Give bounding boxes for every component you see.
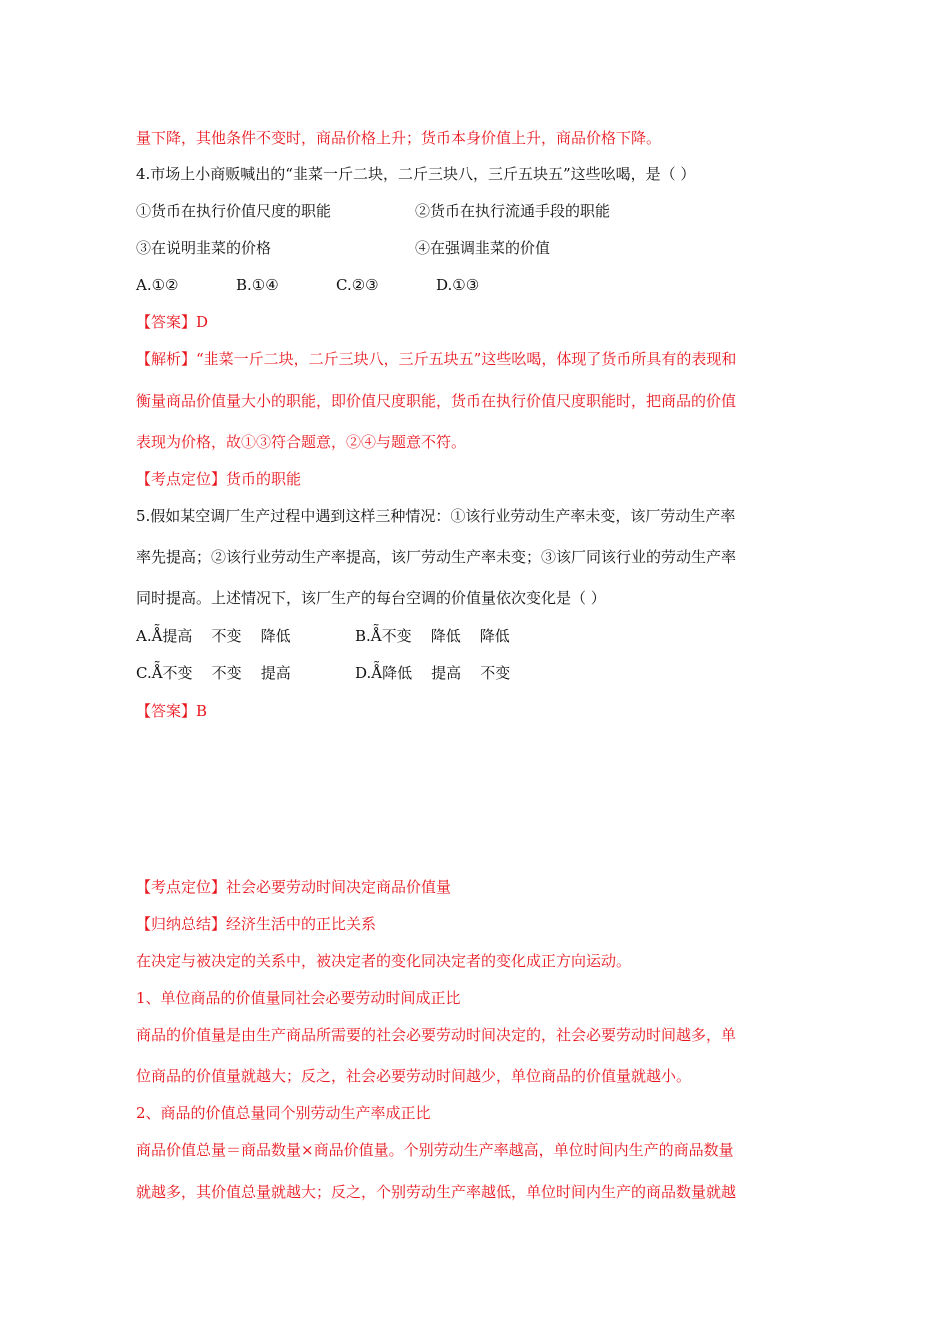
- q4-option-4: ④在强调韭菜的价值: [415, 239, 551, 257]
- q5-body-line-6: 商品价值总量＝商品数量×商品价值量。个别劳动生产率越高，单位时间内生产的商品数量: [136, 1141, 734, 1159]
- q4-option-2: ②货币在执行流通手段的职能: [415, 202, 611, 220]
- q5-choice-c: C.Å̃不变 不变 提高: [136, 664, 291, 682]
- q5-body-line-5: 2、商品的价值总量同个别劳动生产率成正比: [136, 1104, 431, 1122]
- q5-answer: [136, 701, 207, 721]
- q4-analysis-text-1: “韭菜一斤二块，二斤三块八，三斤五块五”这些吆喝，体现了货币所具有的表现和: [196, 350, 737, 368]
- q4-kaodian: [136, 469, 301, 489]
- q4-answer: [136, 312, 208, 332]
- q5-choice-d: D.Å̃降低 提高 不变: [355, 664, 511, 682]
- q4-choice-b: B.①④: [236, 276, 279, 294]
- q4-kaodian-value: 货币的职能: [226, 470, 302, 488]
- q5-stem-line-3: 同时提高。上述情况下，该厂生产的每台空调的价值量依次变化是（ ）: [136, 589, 606, 607]
- q5-choice-b: B.Å̃不变 降低 降低: [355, 627, 510, 645]
- q4-answer-label: 【答案】: [136, 313, 197, 331]
- q4-analysis-line-1: [136, 349, 736, 369]
- q5-summary-label: 【归纳总结】: [136, 915, 227, 933]
- q5-body-line-2: 1、单位商品的价值量同社会必要劳动时间成正比: [136, 989, 461, 1007]
- q5-summary: [136, 914, 376, 934]
- q5-kaodian: [136, 877, 451, 897]
- q4-option-1: ①货币在执行价值尺度的职能: [136, 202, 332, 220]
- q4-kaodian-label: 【考点定位】: [136, 470, 227, 488]
- q4-stem: 4.市场上小商贩喊出的“韭菜一斤二块，二斤三块八，三斤五块五”这些吆喝，是（ ）: [136, 165, 696, 183]
- q5-body-line-4: 位商品的价值量就越大；反之，社会必要劳动时间越少，单位商品的价值量就越小。: [136, 1067, 692, 1085]
- q5-body-line-7: 就越多，其价值总量就越大；反之，个别劳动生产率越低，单位时间内生产的商品数量就越: [136, 1183, 737, 1201]
- q5-answer-label: 【答案】: [136, 702, 197, 720]
- q4-analysis-line-2: 衡量商品价值量大小的职能，即价值尺度职能，货币在执行价值尺度职能时，把商品的价值: [136, 392, 737, 410]
- q3-analysis-tail: 量下降，其他条件不变时，商品价格上升；货币本身价值上升，商品价格下降。: [136, 129, 662, 147]
- q5-choice-a: A.Å̃提高 不变 降低: [136, 627, 291, 645]
- q4-choice-c: C.②③: [336, 276, 379, 294]
- q5-summary-value: 经济生活中的正比关系: [226, 915, 377, 933]
- q4-choice-a: A.①②: [136, 276, 179, 294]
- q5-stem-line-1: 5.假如某空调厂生产过程中遇到这样三种情况：①该行业劳动生产率未变，该厂劳动生产率: [136, 507, 736, 525]
- q4-analysis-line-3: 表现为价格，故①③符合题意，②④与题意不符。: [136, 433, 467, 451]
- q4-option-3: ③在说明韭菜的价格: [136, 239, 272, 257]
- q5-body-line-1: 在决定与被决定的关系中，被决定者的变化同决定者的变化成正方向运动。: [136, 952, 632, 970]
- q4-choice-d: D.①③: [436, 276, 480, 294]
- q5-answer-value: B: [196, 702, 208, 720]
- q4-analysis-label: 【解析】: [136, 350, 197, 368]
- q5-body-line-3: 商品的价值量是由生产商品所需要的社会必要劳动时间决定的，社会必要劳动时间越多，单: [136, 1026, 737, 1044]
- q5-kaodian-value: 社会必要劳动时间决定商品价值量: [226, 878, 452, 896]
- q5-stem-line-2: 率先提高；②该行业劳动生产率提高，该厂劳动生产率未变；③该厂同该行业的劳动生产率: [136, 548, 737, 566]
- q5-kaodian-label: 【考点定位】: [136, 878, 227, 896]
- q4-answer-value: D: [196, 313, 209, 331]
